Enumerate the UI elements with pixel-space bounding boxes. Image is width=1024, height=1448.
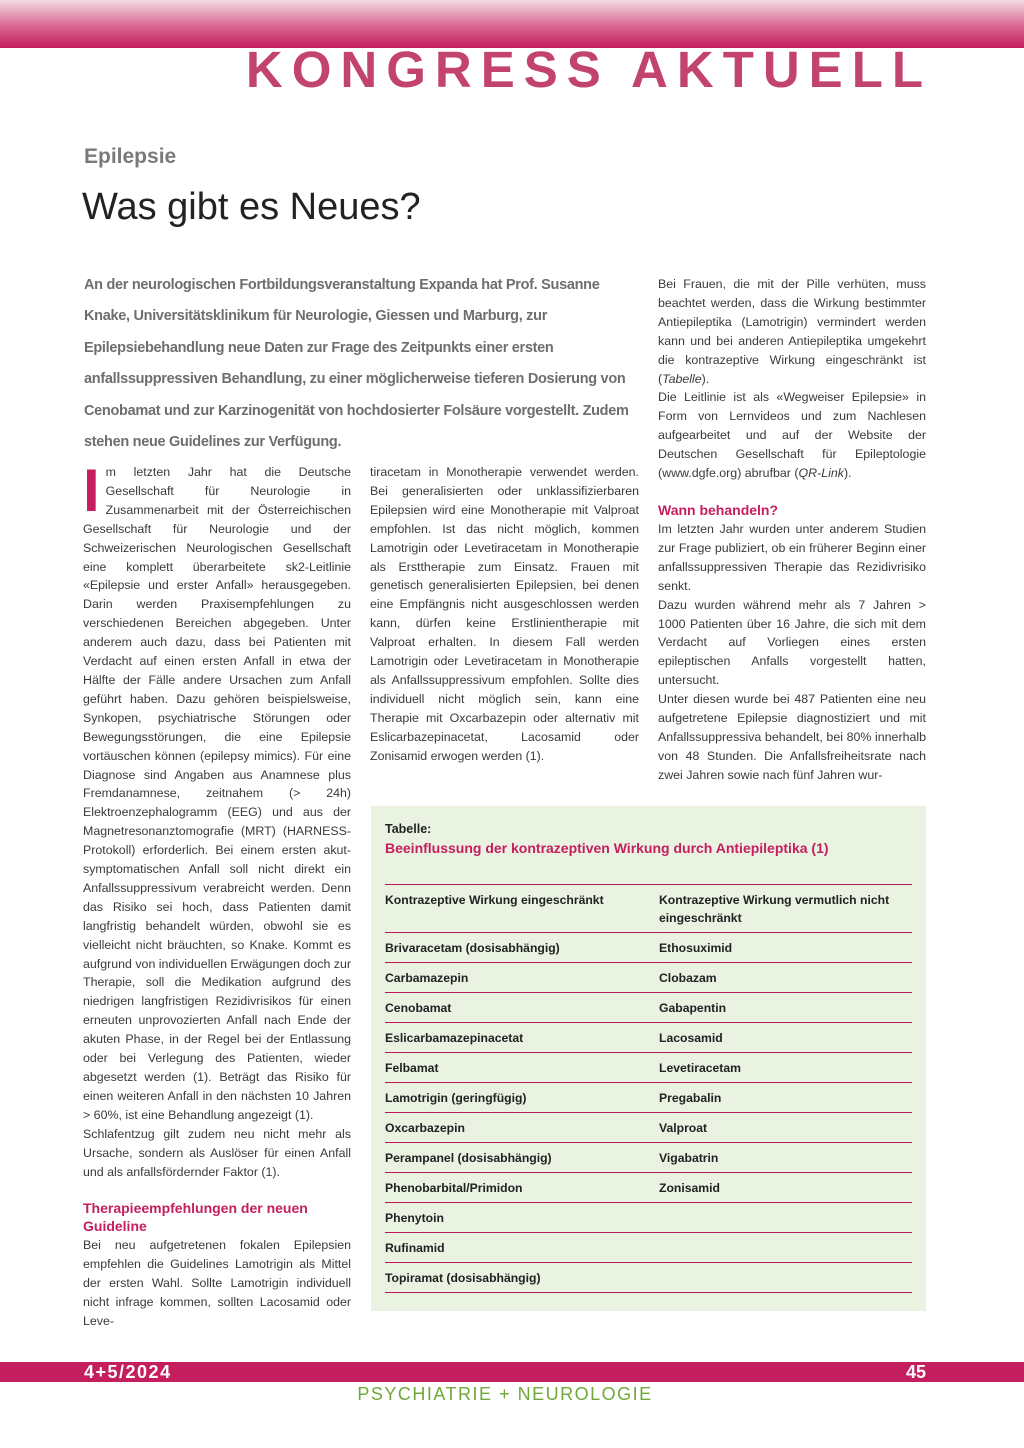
paragraph: tiracetam in Monotherapie verwendet werden. Bei generalisierten oder unklassifizierbaren Epilepsien wird eine Monotherapie mit Valproat empfohlen. Ist das nicht möglich, kommen Lamotrigin oder Levetiracetam in Monotherapie als Ersttherapie zum Einsatz. Frauen mit genetisch generalisierten Epilepsien, bei denen eine Empfängnis nicht ausgeschlossen werden kann, dürfen keine Erstlinientherapie mit Valproat erhalten. In diesem Fall werden Lamotrigin oder Levetiracetam in Monotherapie als Anfallssuppressivum empfohlen. Sollte dies individuell nicht möglich sein, kann eine Therapie mit Oxcarbazepin oder alternativ mit Eslicarbazepinacetat, Lacosamid oder Zonisamid erwogen werden (1). [370, 465, 639, 763]
table-cell: Eslicarbamazepinacetat [385, 1031, 524, 1045]
paragraph-text: Bei Frauen, die mit der Pille verhüten, muss beachtet werden, dass die Wirkung bestimmter Antiepileptika (Lamotrigin) vermindert werden kann und bei anderen Antiepileptika umgekehrt die kontrazeptive Wirkung eingeschränkt ist ( [658, 277, 926, 386]
section-title: KONGRESS AKTUELL [245, 41, 932, 98]
paragraph-text: m letzten Jahr hat die Deutsche Gesellschaft für Neurologie in Zusammenarbeit mit der Österreichischen Gesellschaft für Neurologie und der Schweizerischen Neurologischen Gesellschaft eine komplett überarbeitete sk2-Leitlinie «Epilepsie und erster Anfall» herausgegeben. Darin werden Praxisempfehlungen zu verschiedenen Bereichen abgegeben. Unter anderem auch dazu, dass bei Patienten mit Verdacht auf einen ersten Anfall in etwa der Hälfte der Fälle andere Ursachen zum Anfall geführt haben. Dazu gehören beispielsweise, Synkopen, psychiatrische Störungen oder Bewegungsstörungen, die eine Epilepsie vortäuschen können (epilepsy mimics). Für eine Diagnose sind Angaben aus Anamnese plus Fremdanamnese, zeitnahem (> 24h) Elektroenzephalogramm (EEG) und aus der Magnetresonanztomografie (MRT) (HARNESS-Protokoll) erforderlich. Bei einem ersten akut-symptomatischen Anfall soll nicht direkt ein Anfallssuppressivum verabreicht werden. Denn das Risiko sei hoch, dass Patienten damit langfristig behandelt würden, obwohl sie es vielleicht nicht bräuchten, so Knake. Kommt es aufgrund von individuellen Erwägungen doch zur Therapie, soll die Medikation aufgrund des niedrigen langfristigen Rezidivrisikos für einen erneuten unprovozierten Anfall nach Ende der akuten Phase, in der Regel bei der Entlassung oder bei Verlegung des Patienten, wieder abgesetzt werden (1). Beträgt das Risiko für einen weiteren Anfall in den nächsten 10 Jahren > 60%, ist eine Behandlung angezeigt (1). [83, 465, 351, 1122]
table-cell: Valproat [659, 1121, 708, 1135]
paragraph-text: Die Leitlinie ist als «Wegweiser Epilepsie» in Form von Lernvideos und zum Nachlesen aufgearbeitet und auf der Website der Deutschen Gesellschaft für Epileptologie (www.dgfe.org) abrufbar ( [658, 390, 926, 481]
table-cell [659, 1233, 912, 1262]
table-cell: Perampanel (dosisabhängig) [385, 1151, 552, 1165]
table-label: Tabelle: [385, 822, 432, 836]
drop-cap: I [83, 457, 100, 524]
table-cell: Pregabalin [659, 1091, 722, 1105]
table-header-right: Kontrazeptive Wirkung vermutlich nicht eingeschränkt [659, 893, 890, 925]
article-kicker: Epilepsie [84, 145, 177, 168]
table-row [385, 1172, 912, 1202]
paragraph [658, 275, 926, 388]
table-row [385, 1022, 912, 1052]
article-intro: An der neurologischen Fortbildungsveranstaltung Expanda hat Prof. Susanne Knake, Universitätsklinikum für Neurologie, Giessen und Marburg, zur Epilepsiebehandlung neue Daten zur Frage des Zeitpunkts einer ersten anfallssuppressiven Behandlung, zu einer möglicherweise tieferen Dosierung von Cenobamat und zur Karzinogenität von hochdosierter Folsäure vorgestellt. Zudem stehen neue Guidelines zur Verfügung. [84, 277, 629, 451]
table-cell: Zonisamid [659, 1181, 720, 1195]
table-cell: Rufinamid [385, 1241, 445, 1255]
table-cell: Oxcarbazepin [385, 1121, 465, 1135]
table-cell: Felbamat [385, 1061, 439, 1075]
table-row [385, 1202, 912, 1232]
table-title: Beeinflussung der kontrazeptiven Wirkung durch Antiepileptika (1) [385, 840, 829, 856]
table-cell: Lamotrigin (geringfügig) [385, 1091, 527, 1105]
table-cell: Vigabatrin [659, 1151, 719, 1165]
table-row [385, 1232, 912, 1262]
paragraph: Bei neu aufgetretenen fokalen Epilepsien empfehlen die Guidelines Lamotrigin als Mittel der ersten Wahl. Sollte Lamotrigin individuell nicht infrage kommen, sollten Lacosamid oder Leve- [83, 1238, 351, 1329]
article-headline: Was gibt es Neues? [82, 186, 421, 228]
paragraph: Dazu wurden während mehr als 7 Jahren > 1000 Patienten über 16 Jahre, die sich mit dem Verdacht auf Vorliegen eines ersten epileptischen Anfalls vorgestellt hatten, untersucht. [658, 597, 926, 688]
table-cell: Cenobamat [385, 1001, 452, 1015]
table-header-row [385, 884, 912, 932]
page-number: 45 [905, 1362, 926, 1382]
table-row [385, 962, 912, 992]
column-1 [83, 457, 351, 1331]
contraceptive-table-box [371, 806, 926, 1311]
journal-name: PSYCHIATRIE + NEUROLOGIE [357, 1384, 653, 1404]
table-row [385, 932, 912, 962]
table-cell: Brivaracetam (dosisabhängig) [385, 941, 560, 955]
table-row [385, 1262, 912, 1293]
paragraph-text: ). [701, 371, 710, 386]
table-cell: Clobazam [659, 971, 717, 985]
table-cell [659, 1203, 912, 1232]
table-cell: Phenytoin [385, 1211, 444, 1225]
table-cell: Lacosamid [659, 1031, 723, 1045]
column-2 [370, 463, 639, 766]
table-row [385, 1142, 912, 1172]
table-cell: Phenobarbital/Primidon [385, 1181, 523, 1195]
table-grid [385, 884, 912, 1293]
paragraph [83, 457, 351, 1125]
table-cell: Levetiracetam [659, 1061, 741, 1075]
paragraph: Unter diesen wurde bei 487 Patienten eine neu aufgetretene Epilepsie diagnostiziert und mit Anfallssuppressiva behandelt, bei 80% innerhalb von 48 Stunden. Die Anfallsfreiheitsrate nach zwei Jahren sowie nach fünf Jahren wur- [658, 692, 926, 782]
table-reference: Tabelle [662, 371, 702, 386]
column-3 [658, 275, 926, 785]
table-cell: Topiramat (dosisabhängig) [385, 1271, 541, 1285]
paragraph: Im letzten Jahr wurden unter anderem Studien zur Frage publiziert, ob ein früherer Beginn einer anfallssuppressiven Therapie das Rezidivrisiko senkt. [658, 521, 926, 593]
paragraph [658, 388, 926, 483]
paragraph-text: ). [843, 466, 852, 481]
table-cell: Carbamazepin [385, 971, 469, 985]
paragraph: Schlafentzug gilt zudem neu nicht mehr als Ursache, sondern als Auslöser für einen Anfall und als anfallsfördernder Faktor (1). [83, 1126, 351, 1179]
issue-number: 4+5/2024 [84, 1362, 172, 1382]
qr-link-reference: QR-Link [798, 466, 844, 481]
table-row [385, 992, 912, 1022]
table-row [385, 1112, 912, 1142]
table-cell: Ethosuximid [659, 941, 733, 955]
table-cell [659, 1263, 912, 1292]
table-row [385, 1052, 912, 1082]
table-row [385, 1082, 912, 1112]
table-cell: Gabapentin [659, 1001, 727, 1015]
table-header-left: Kontrazeptive Wirkung eingeschränkt [385, 893, 604, 907]
subheading: Wann behandeln? [658, 501, 779, 518]
subheading: Therapieempfehlungen der neuen Guideline [83, 1200, 308, 1235]
